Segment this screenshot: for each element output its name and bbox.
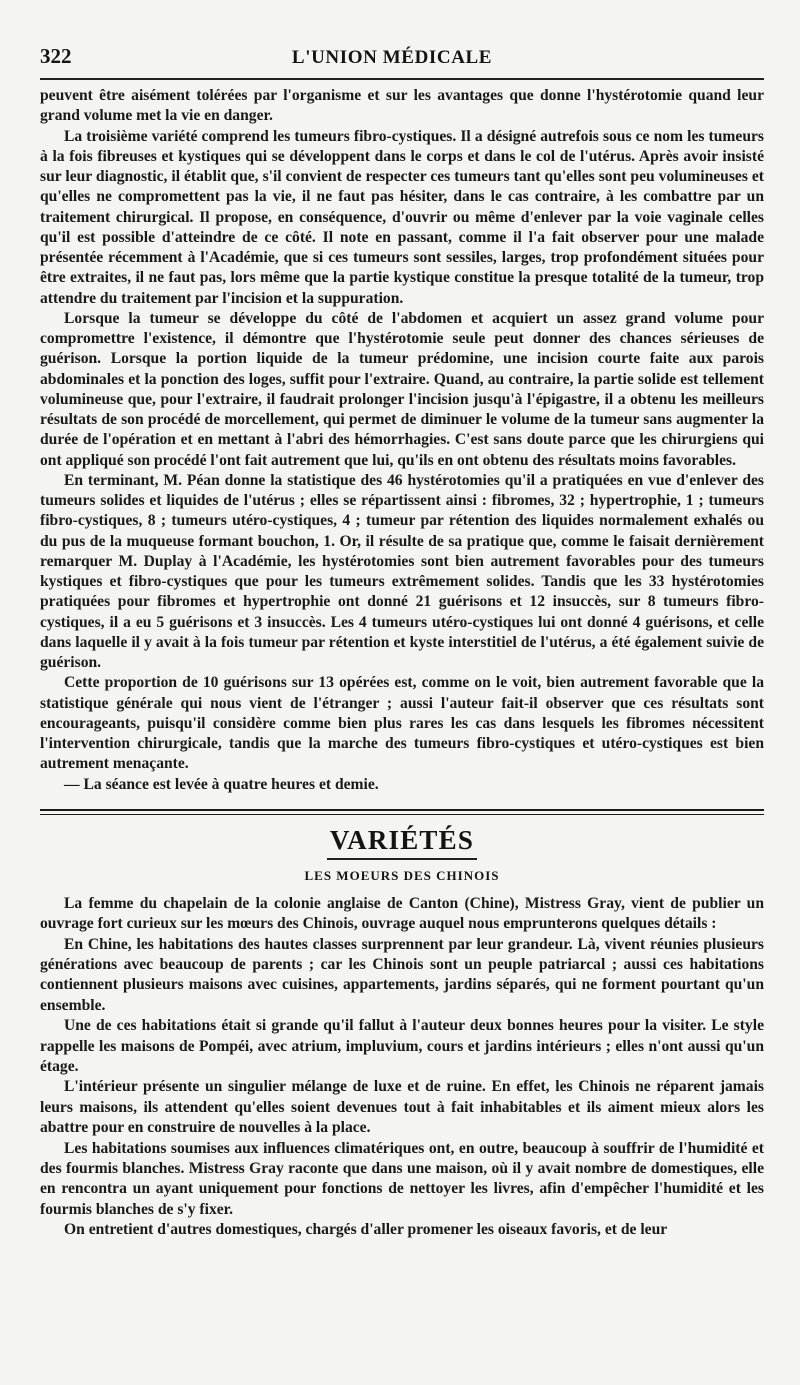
paragraph: En terminant, M. Péan donne la statistique des 46 hystérotomies qu'il a pratiquées en vue d'enlever des tumeurs solides et liquides de l'utérus ; elles se répartissent ainsi : fibromes, 32 ; hypertrophie, 1 ; tumeurs fibro-cystiques, 8 ; tumeurs utéro-cystiques, 4 ; tumeur par rétention des liquides normalement exhalés ou du pus de la muqueuse formant bouchon, 1. Or, il résulte de sa pratique que, comme le faisait dernièrement remarquer M. Duplay à l'Académie, les hystérotomies sont bien autrement favorables pour des tumeurs kystiques et fibro-cystiques que pour les tumeurs extrêmement solides. Tandis que les 33 hystérotomies pratiquées pour fibromes et hypertrophie ont donné 21 guérisons et 12 insuccès, sur 8 tumeurs fibro-cystiques, il a eu 5 guérisons et 3 insuccès. Les 4 tumeurs utéro-cystiques lui ont donné 4 guérisons, et celle dans laquelle il y avait à la fois tumeur par rétention et kyste interstitiel de l'utérus, a été également suivie de guérison. [40,471,764,671]
paragraph: La femme du chapelain de la colonie anglaise de Canton (Chine), Mistress Gray, vient de publier un ouvrage fort curieux sur les mœurs des Chinois, ouvrage auquel nous emprunterons quelques détails : [40,894,764,933]
paragraph: peuvent être aisément tolérées par l'organisme et sur les avantages que donne l'hystérotomie quand leur grand volume met la vie en danger. [40,87,764,125]
paragraph: Lorsque la tumeur se développe du côté de l'abdomen et acquiert un assez grand volume pour compromettre l'existence, il démontre que l'hystérotomie seule peut donner des chances sérieuses de guérison. Lorsque la portion liquide de la tumeur prédomine, une incision courte faite aux parois abdominales et la ponction des loges, suffit pour l'extraire. Quand, au contraire, la partie solide est tellement volumineuse que, pour l'extraire, il faudrait prolonger l'incision jusqu'à l'épigastre, il a obtenu les meilleurs résultats de son procédé de morcellement, qui permet de diminuer le volume de la tumeur sans augmenter la durée de l'opération et en mettant à l'abri des hémorrhagies. C'est sans doute parce que les chirurgiens qui ont appliqué son procédé l'ont fait autrement que lui, qu'ils en ont obtenu des résultats moins favorables. [40,309,764,469]
paragraph: La troisième variété comprend les tumeurs fibro-cystiques. Il a désigné autrefois sous ce nom les tumeurs à la fois fibreuses et kystiques qui se développent dans le corps et dans le col de l'utérus. Après avoir insisté sur leur diagnostic, il établit que, s'il convient de respecter ces tumeurs tant qu'elles sont peu volumineuses et qu'elles ne compromettent pas la vie, il ne faut pas hésiter, dans le cas contraire, à les combattre par un traitement chirurgical. Il propose, en conséquence, d'ouvrir ou même d'enlever par la voie vaginale celles qu'il est possible d'atteindre de ce côté. Il note en passant, comme il l'a fait observer pour une malade présentée récemment à l'Académie, que si ces tumeurs sont sessiles, larges, trop profondément situées pour être extraites, il ne faut pas, lors même que la partie kystique constitue la presque totalité de la tumeur, trop attendre du traitement par l'incision et la suppuration. [40,127,764,307]
paragraph: Cette proportion de 10 guérisons sur 13 opérées est, comme on le voit, bien autrement favorable que la statistique générale qui nous vient de l'étranger ; aussi l'auteur fait-il observer que ces résultats sont encourageants, puisqu'il considère comme bien plus rares les cas dans lesquels les fibromes nécessitent l'intervention chirurgicale, tandis que la marche des tumeurs fibro-cystiques et utéro-cystiques est bien autrement menaçante. [40,674,764,773]
title-underline [327,858,477,860]
journal-title: L'UNION MÉDICALE [291,47,493,68]
paragraph: On entretient d'autres domestiques, chargés d'aller promener les oiseaux favoris, et de leur [64,1221,668,1239]
running-head [40,44,764,74]
closing-line: — La séance est levée à quatre heures et demie. [64,775,379,793]
section-title: VARIÉTÉS [329,824,475,855]
paragraph: Les habitations soumises aux influences climatériques ont, en outre, beaucoup à souffrir de l'humidité et des fourmis blanches. Mistress Gray raconte que dans une maison, où il y avait nombre de domestiques, elle en rencontra un ayant uniquement pour fonctions de nettoyer les livres, afin d'empêcher l'humidité et les fourmis blanches de s'y fixer. [40,1139,764,1218]
varietes-article [40,894,764,1241]
page-number: 322 [40,44,72,68]
section-divider [40,809,764,815]
article-title: LES MOEURS DES CHINOIS [304,867,500,883]
paragraph: Une de ces habitations était si grande qu'il fallut à l'auteur deux bonnes heures pour la visiter. Le style rappelle les maisons de Pompéi, avec atrium, impluvium, cours et jardins intérieurs ; elles n'ont aussi qu'un étage. [40,1017,764,1075]
header-rule [40,78,764,80]
academy-report-section [40,86,764,795]
paragraph: L'intérieur présente un singulier mélange de luxe et de ruine. En effet, les Chinois ne réparent jamais leurs maisons, ils attendent qu'elles soient devenues tout à fait inhabitables et ils aiment mieux alors les abattre pour en construire de nouvelles à la place. [40,1078,764,1137]
paragraph: En Chine, les habitations des hautes classes surprennent par leur grandeur. Là, vivent réunies plusieurs générations avec beaucoup de parents ; car les Chinois sont un peuple patriarcal ; aussi ces habitations contiennent plusieurs maisons avec cuisines, appartements, jardins séparés, qui ne forment pourtant qu'un ensemble. [40,935,764,1014]
